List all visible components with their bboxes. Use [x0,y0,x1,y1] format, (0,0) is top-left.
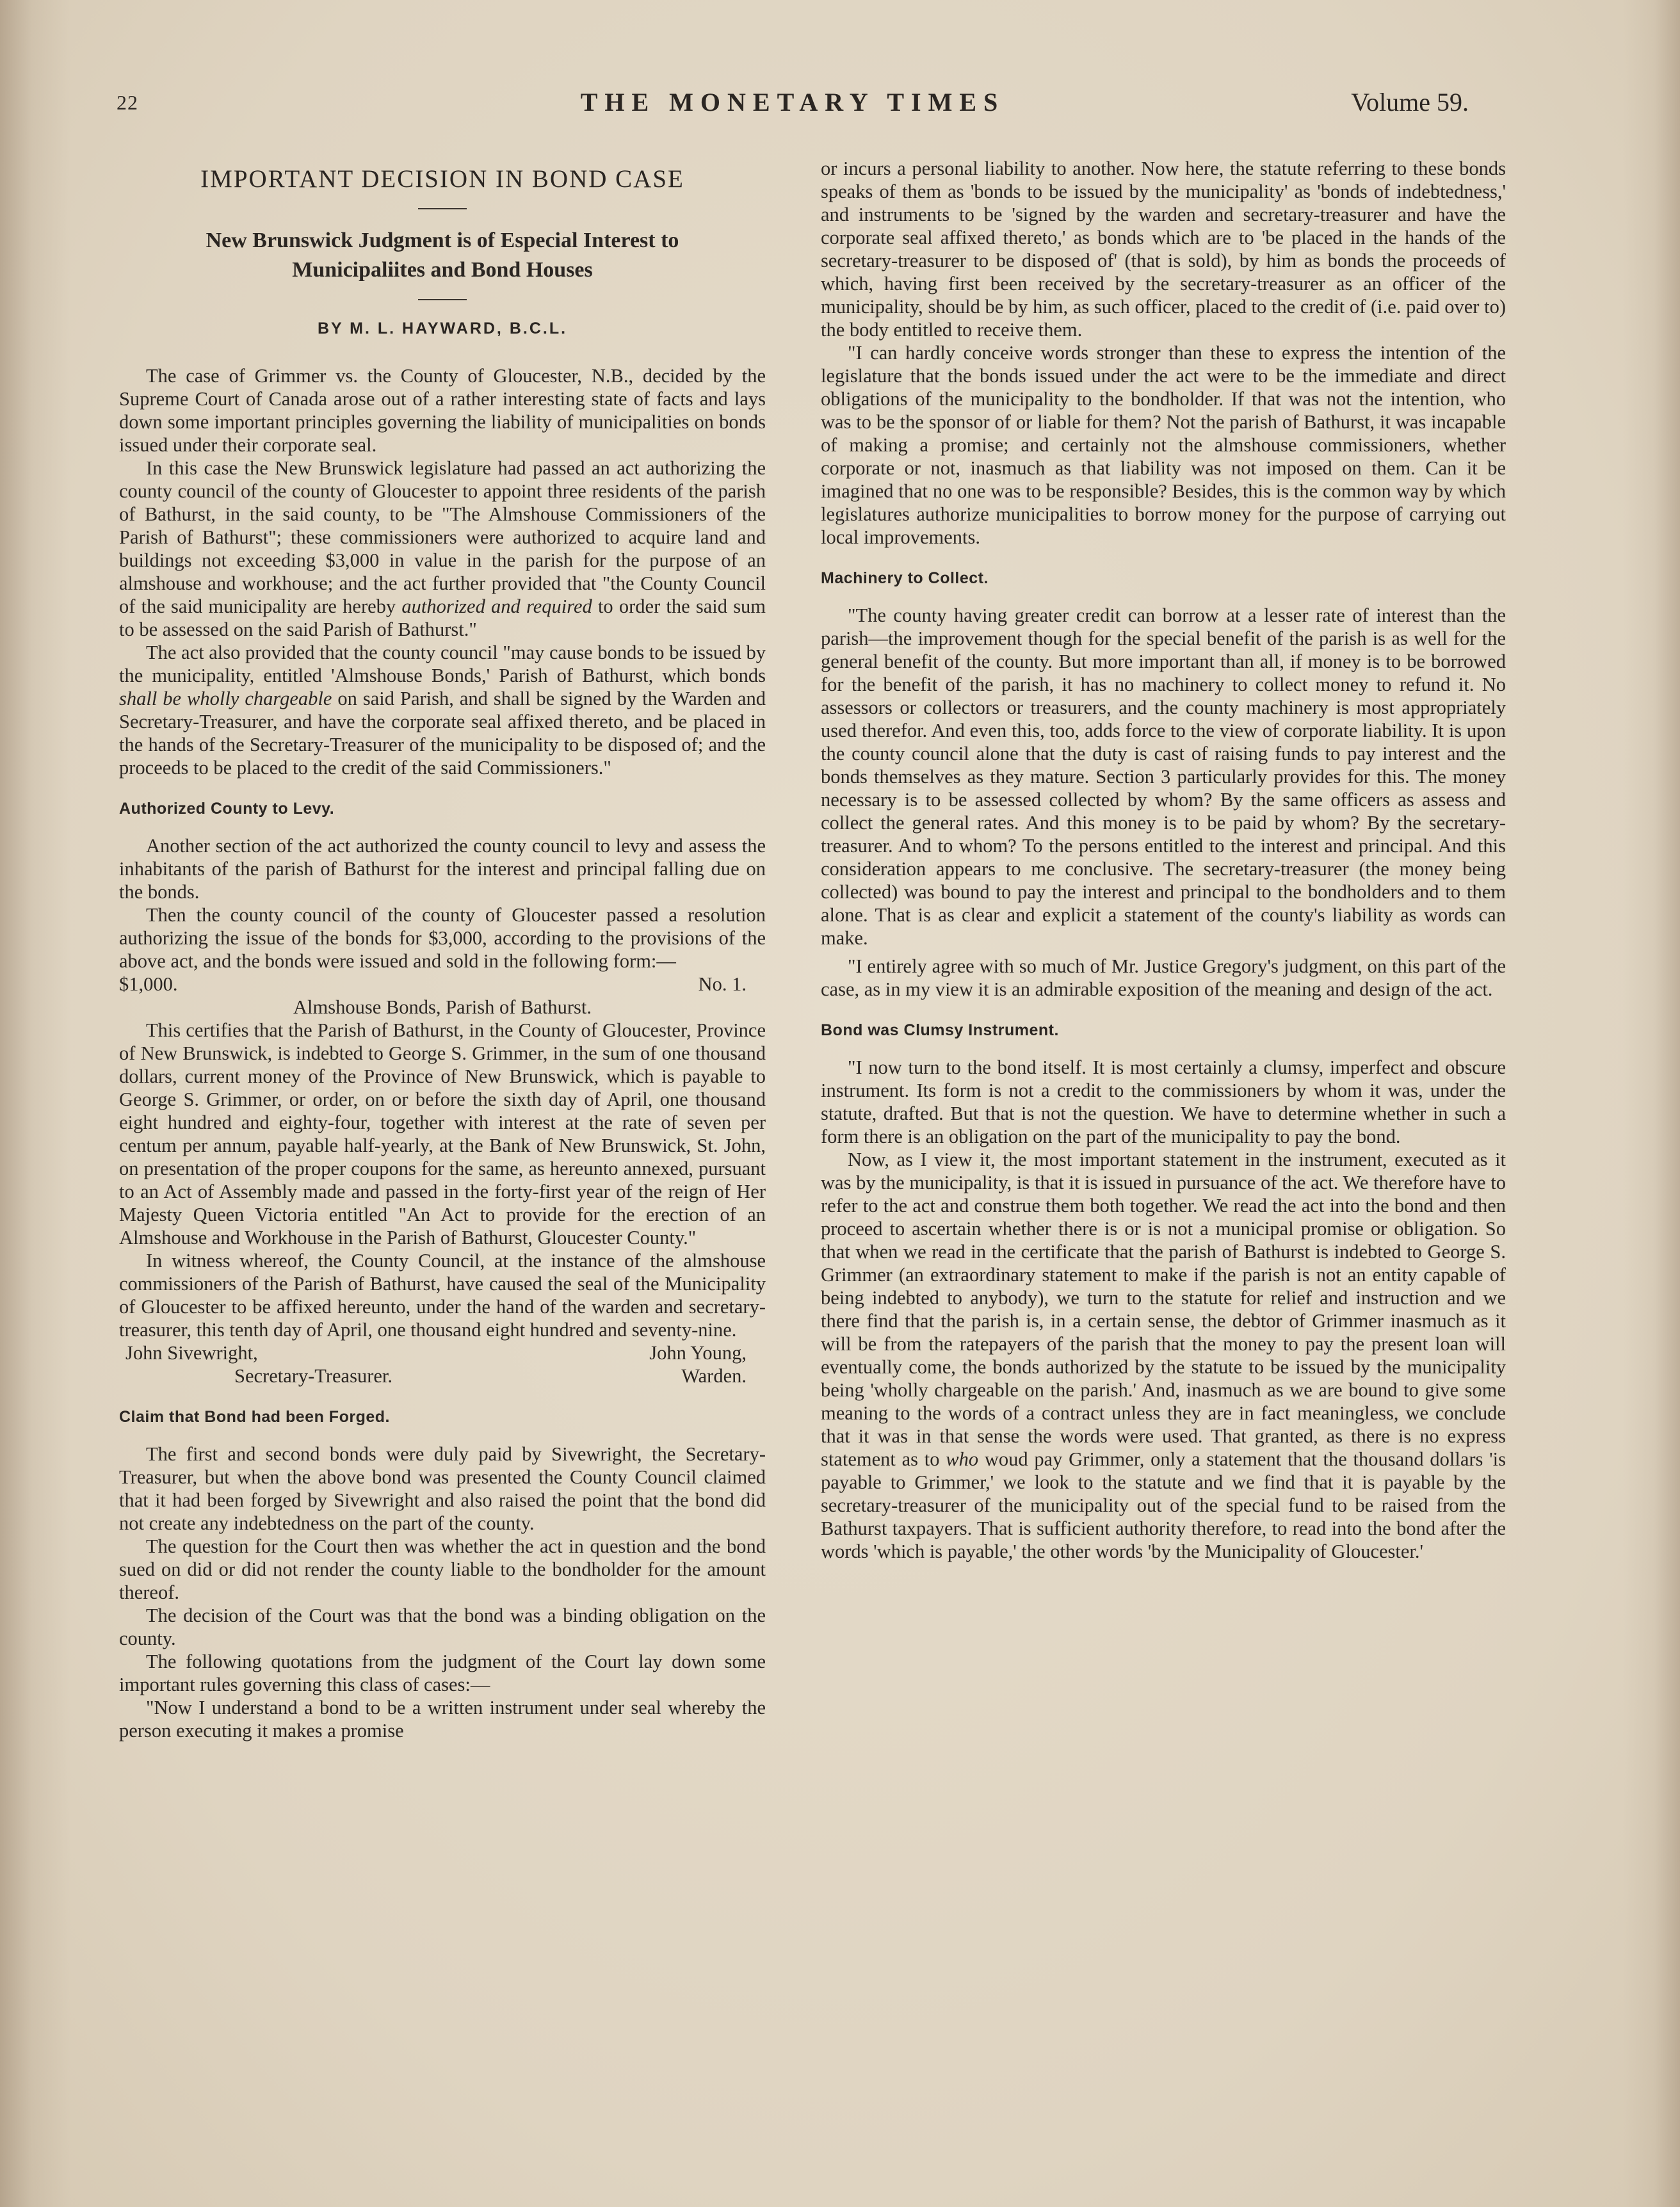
signature-block [119,1341,766,1387]
paragraph: "Now I understand a bond to be a written instrument under seal whereby the person executing it makes a promise [119,1697,766,1742]
volume-label: Volume 59. [1351,88,1469,117]
section-subhead: Machinery to Collect. [821,569,989,587]
paragraph: This certifies that the Parish of Bathurst, in the County of Gloucester, Province of New Brunswick, is indebted to George S. Grimmer, in the sum of one thousand dollars, current money of the Province of New Brunswick, which is payable to George S. Grimmer, or order, on or before the sixth day of April, one thousand eight hundred and eighty-four, together with interest at the rate of seven per centum per annum, payable half-yearly, at the Bank of New Brunswick, St. John, on presentation of the proper coupons for the same, as hereunto annexed, pursuant to an Act of Assembly made and passed in the forty-first year of the reign of Her Majesty Queen Victoria entitled "An Act to provide for the erection of an Almshouse and Workhouse in the Parish of Bathurst, Gloucester County." [119,1019,766,1249]
paragraph: "I now turn to the bond itself. It is most certainly a clumsy, imperfect and obscure instrument. Its form is not a credit to the commissioners by whom it was, under the statute, drafted. But that is not the question. We have to determine whether in such a form there is an obligation on the part of the municipality to pay the bond. [821,1056,1506,1147]
left-column [119,157,766,1742]
paragraph: The question for the Court then was whether the act in question and the bond sued on did or did not render the county liable to the bondholder for the amount thereof. [119,1535,766,1603]
divider-rule [418,299,467,300]
signature-warden: John Young, Warden. [649,1342,747,1387]
divider-rule [418,208,467,209]
paragraph: Now, as I view it, the most important statement in the instrument, executed as it was by the municipality, is that it is issued in pursuance of the act. We therefore have to refer to the act and construe them both together. We read the act into the bond and then proceed to ascertain whether there is or is not a municipal promise or obligation. So that when we read in the certificate that the parish of Bathurst is indebted to George S. Grimmer (an extraordinary statement to make if the parish is not an entity capable of being indebted to anybody), we turn to the statute for relief and instruction and we there find that the parish is, in a certain sense, the debtor of Grimmer inasmuch as it will be from the ratepayers of the parish that the money to pay the present loan will eventually come, the bonds authorized by the statute to be issued by the municipality being 'wholly chargeable on the parish.' And, inasmuch as we are bound to give some meaning to the words of a contract unless they are in fact meaningless, we conclude that it was in that sense the words were used. That granted, as there is no express statement as to who woud pay Grimmer, only a statement that the thousand dollars 'is payable to Grimmer,' we look to the statute and we find that it is payable by the secretary-treasurer of the municipality out of the special fund to be raised from the Bathurst taxpayers. That is sufficient authority therefore, to read into the bond after the words 'which is payable,' the other words 'by the Municipality of Gloucester.' [821,1149,1506,1562]
right-column [821,157,1506,1563]
article-headline: IMPORTANT DECISION IN BOND CASE [200,165,684,193]
article-deck: New Brunswick Judgment is of Especial Interest to Municipaliites and Bond Houses [206,229,679,282]
bond-number: No. 1. [698,973,747,995]
paragraph: "I can hardly conceive words stronger than these to express the intention of the legislature that the bonds issued under the act were to be the immediate and direct obligations of the municipality to the bondholder. If that was not the intention, who was to be the sponsor of or liable for them? Not the parish of Bathurst, it was incapable of making a promise; and certainly not the almshouse commissioners, whether corporate or not, inasmuch as that liability was not imposed on them. Can it be imagined that no one was to be responsible? Besides, this is the common way by which legislatures authorize municipalities to borrow money for the purpose of carrying out local improvements. [821,342,1506,548]
paragraph: or incurs a personal liability to another. Now here, the statute referring to these bonds speaks of them as 'bonds to be issued by the municipality' as 'bonds of indebtedness,' and instruments to be 'signed by the warden and secretary-treasurer and have the corporate seal affixed thereto,' as bonds which are to 'be placed in the hands of the secretary-treasurer to be disposed of' (that is sold), by him as bonds the proceeds of which, having first been received by the secretary-treasurer as an officer of the municipality, should be by him, as such officer, placed to the credit of (i.e. paid over to) the body entitled to receive them. [821,158,1506,341]
emphasis: authorized and required [401,595,592,617]
paragraph: The first and second bonds were duly paid by Sivewright, the Secretary-Treasurer, but when the above bond was presented the County Council claimed that it had been forged by Sivewright and also raised the point that the bond did not create any indebtedness on the part of the county. [119,1443,766,1534]
paragraph: The act also provided that the county council "may cause bonds to be issued by the municipality, entitled 'Almshouse Bonds,' Parish of Bathurst, which bonds shall be wholly chargeable on said Parish, and shall be signed by the Warden and Secretary-Treasurer, and have the corporate seal affixed thereto, and be placed in the hands of the Secretary-Treasurer of the municipality to be disposed of; and the proceeds to be placed to the credit of the said Commissioners." [119,642,766,779]
section-subhead: Bond was Clumsy Instrument. [821,1021,1059,1039]
section-subhead: Authorized County to Levy. [119,800,335,818]
signature-secretary: John Sivewright, Secretary-Treasurer. [125,1342,393,1387]
paragraph: Then the county council of the county of Gloucester passed a resolution authorizing the issue of the bonds for $3,000, according to the provisions of the above act, and the bonds were issued and sold in the following form:— [119,904,766,972]
paragraph: In this case the New Brunswick legislature had passed an act authorizing the county council of the county of Gloucester to appoint three residents of the parish of Bathurst, in the said county, to be "The Almshouse Commissioners of the Parish of Bathurst"; these commissioners were authorized to acquire land and buildings not exceeding $3,000 in value in the parish for the purpose of an almshouse and workhouse; and the act further provided that "the County Council of the said municipality are hereby authorized and required to order the said sum to be assessed on the said Parish of Bathurst." [119,457,766,640]
page-number: 22 [117,91,138,114]
bond-form-title: Almshouse Bonds, Parish of Bathurst. [293,996,592,1018]
paragraph: The following quotations from the judgment of the Court lay down some important rules governing this class of cases:— [119,1651,766,1695]
bond-amount: $1,000. [119,973,178,995]
running-head [117,83,1469,122]
paragraph: In witness whereof, the County Council, at the instance of the almshouse commissioners of the Parish of Bathurst, have caused the seal of the Municipality of Gloucester to be affixed hereunto, under the hand of the warden and secretary-treasurer, this tenth day of April, one thousand eight hundred and seventy-nine. [119,1250,766,1341]
article-byline: BY M. L. HAYWARD, B.C.L. [317,319,568,337]
paragraph: The case of Grimmer vs. the County of Gloucester, N.B., decided by the Supreme Court of Canada arose out of a rather interesting state of facts and lays down some important principles governing the liability of municipalities on bonds issued under their corporate seal. [119,365,766,456]
paragraph: Another section of the act authorized the county council to levy and assess the inhabitants of the parish of Bathurst for the interest and principal falling due on the bonds. [119,835,766,903]
paragraph: "I entirely agree with so much of Mr. Justice Gregory's judgment, on this part of the case, as in my view it is an admirable exposition of the meaning and design of the act. [821,955,1506,1000]
emphasis: shall be wholly chargeable [119,688,332,709]
section-subhead: Claim that Bond had been Forged. [119,1408,390,1426]
bond-form-header [119,973,766,996]
emphasis: who [946,1448,979,1470]
paragraph: The decision of the Court was that the bond was a binding obligation on the county. [119,1605,766,1649]
paragraph: "The county having greater credit can borrow at a lesser rate of interest than the parish—the improvement though for the special benefit of the parish is as well for the general benefit of the county. But more important than all, if money is to be borrowed for the benefit of the parish, it has no machinery to collect money to refund it. No assessors or collectors or treasurers, and the county machinery is most appropriately used therefor. And even this, too, adds force to the view of corporate liability. It is upon the county council alone that the duty is cast of raising funds to pay interest and the bonds themselves as they mature. Section 3 particularly provides for this. The money necessary is to be assessed collected by whom? By the same officers as assess and collect the general rates. And this money is to be paid by whom? By the secretary-treasurer. And to whom? To the persons entitled to the interest and principal. And this consideration appears to me conclusive. The secretary-treasurer (the money being collected) was bound to pay the interest and principal to the bondholders and to them alone. That is as clear and explicit a statement of the county's liability as words can make. [821,604,1506,949]
journal-title: THE MONETARY TIMES [580,88,1005,117]
